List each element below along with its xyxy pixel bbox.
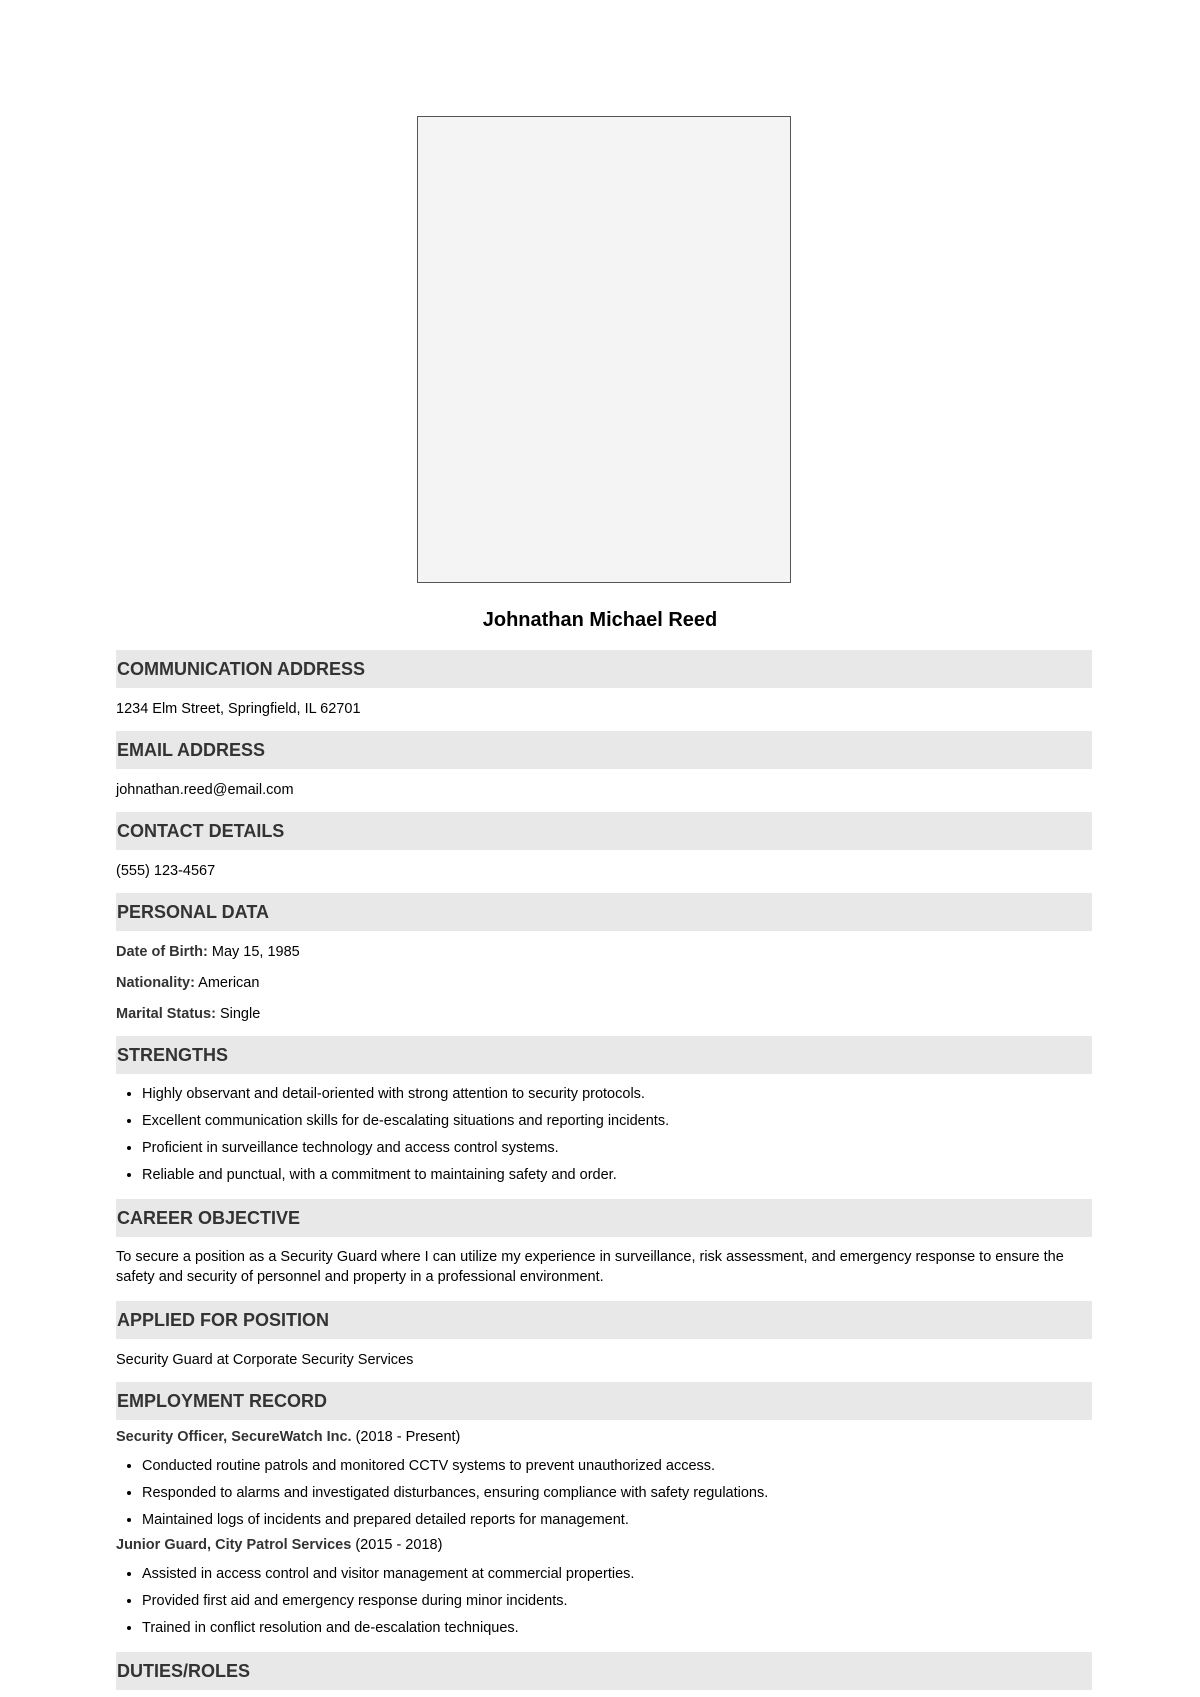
objective-text: To secure a position as a Security Guard where I can utilize my experience in surveillance, risk assessment, and emergency response to ensure the safety and security of personnel and property in a professional environment. <box>116 1249 1064 1285</box>
list-item: • Trained in conflict resolution and de-escalation techniques. <box>142 1615 1092 1642</box>
section-email <box>116 731 1092 800</box>
section-title: DUTIES/ROLES <box>116 1652 1092 1690</box>
email-value: johnathan.reed@email.com <box>116 782 294 798</box>
personal-label: Date of Birth: <box>116 944 208 960</box>
section-personal <box>116 893 1092 1024</box>
list-item: • Reliable and punctual, with a commitment to maintaining safety and order. <box>142 1162 1092 1189</box>
section-position <box>116 1301 1092 1370</box>
section-address <box>116 650 1092 719</box>
position-value: Security Guard at Corporate Security Services <box>116 1352 414 1368</box>
personal-value: American <box>194 975 260 991</box>
section-objective <box>116 1199 1092 1287</box>
photo-placeholder <box>417 116 791 583</box>
strengths-list <box>116 1081 1092 1189</box>
job-heading <box>116 1536 1092 1555</box>
section-title: CONTACT DETAILS <box>116 812 1092 850</box>
phone-value: (555) 123-4567 <box>116 863 216 879</box>
list-item: • Assisted in access control and visitor management at commercial properties. <box>142 1561 1092 1588</box>
personal-item <box>116 1005 1092 1024</box>
section-strengths <box>116 1036 1092 1189</box>
personal-value: Single <box>215 1006 261 1022</box>
list-item: • Maintained logs of incidents and prepared detailed reports for management. <box>142 1507 1092 1534</box>
section-employment <box>116 1382 1092 1642</box>
personal-item <box>116 943 1092 962</box>
job-duties <box>116 1561 1092 1642</box>
list-item: • Proficient in surveillance technology and access control systems. <box>142 1135 1092 1162</box>
list-item: • Highly observant and detail-oriented with strong attention to security protocols. <box>142 1081 1092 1108</box>
address-value: 1234 Elm Street, Springfield, IL 62701 <box>116 701 361 717</box>
job-period: (2018 - Present) <box>351 1429 461 1445</box>
resume-content <box>116 650 1092 1690</box>
personal-item <box>116 974 1092 993</box>
job-heading <box>116 1428 1092 1447</box>
list-item: • Provided first aid and emergency response during minor incidents. <box>142 1588 1092 1615</box>
list-item: • Conducted routine patrols and monitored CCTV systems to prevent unauthorized access. <box>142 1453 1092 1480</box>
section-title: CAREER OBJECTIVE <box>116 1199 1092 1237</box>
section-title: EMPLOYMENT RECORD <box>116 1382 1092 1420</box>
section-title: COMMUNICATION ADDRESS <box>116 650 1092 688</box>
list-item: • Responded to alarms and investigated disturbances, ensuring compliance with safety regulations. <box>142 1480 1092 1507</box>
personal-value: May 15, 1985 <box>207 944 300 960</box>
list-item: • Excellent communication skills for de-escalating situations and reporting incidents. <box>142 1108 1092 1135</box>
section-title: PERSONAL DATA <box>116 893 1092 931</box>
section-title: EMAIL ADDRESS <box>116 731 1092 769</box>
section-title: STRENGTHS <box>116 1036 1092 1074</box>
personal-label: Marital Status: <box>116 1006 216 1022</box>
personal-label: Nationality: <box>116 975 195 991</box>
candidate-name: Johnathan Michael Reed <box>482 609 718 631</box>
section-contact <box>116 812 1092 881</box>
section-title: APPLIED FOR POSITION <box>116 1301 1092 1339</box>
section-duties <box>116 1652 1092 1690</box>
job-duties <box>116 1453 1092 1534</box>
job-role: Junior Guard, City Patrol Services <box>116 1537 352 1553</box>
job-period: (2015 - 2018) <box>351 1537 443 1553</box>
job-role: Security Officer, SecureWatch Inc. <box>116 1429 352 1445</box>
